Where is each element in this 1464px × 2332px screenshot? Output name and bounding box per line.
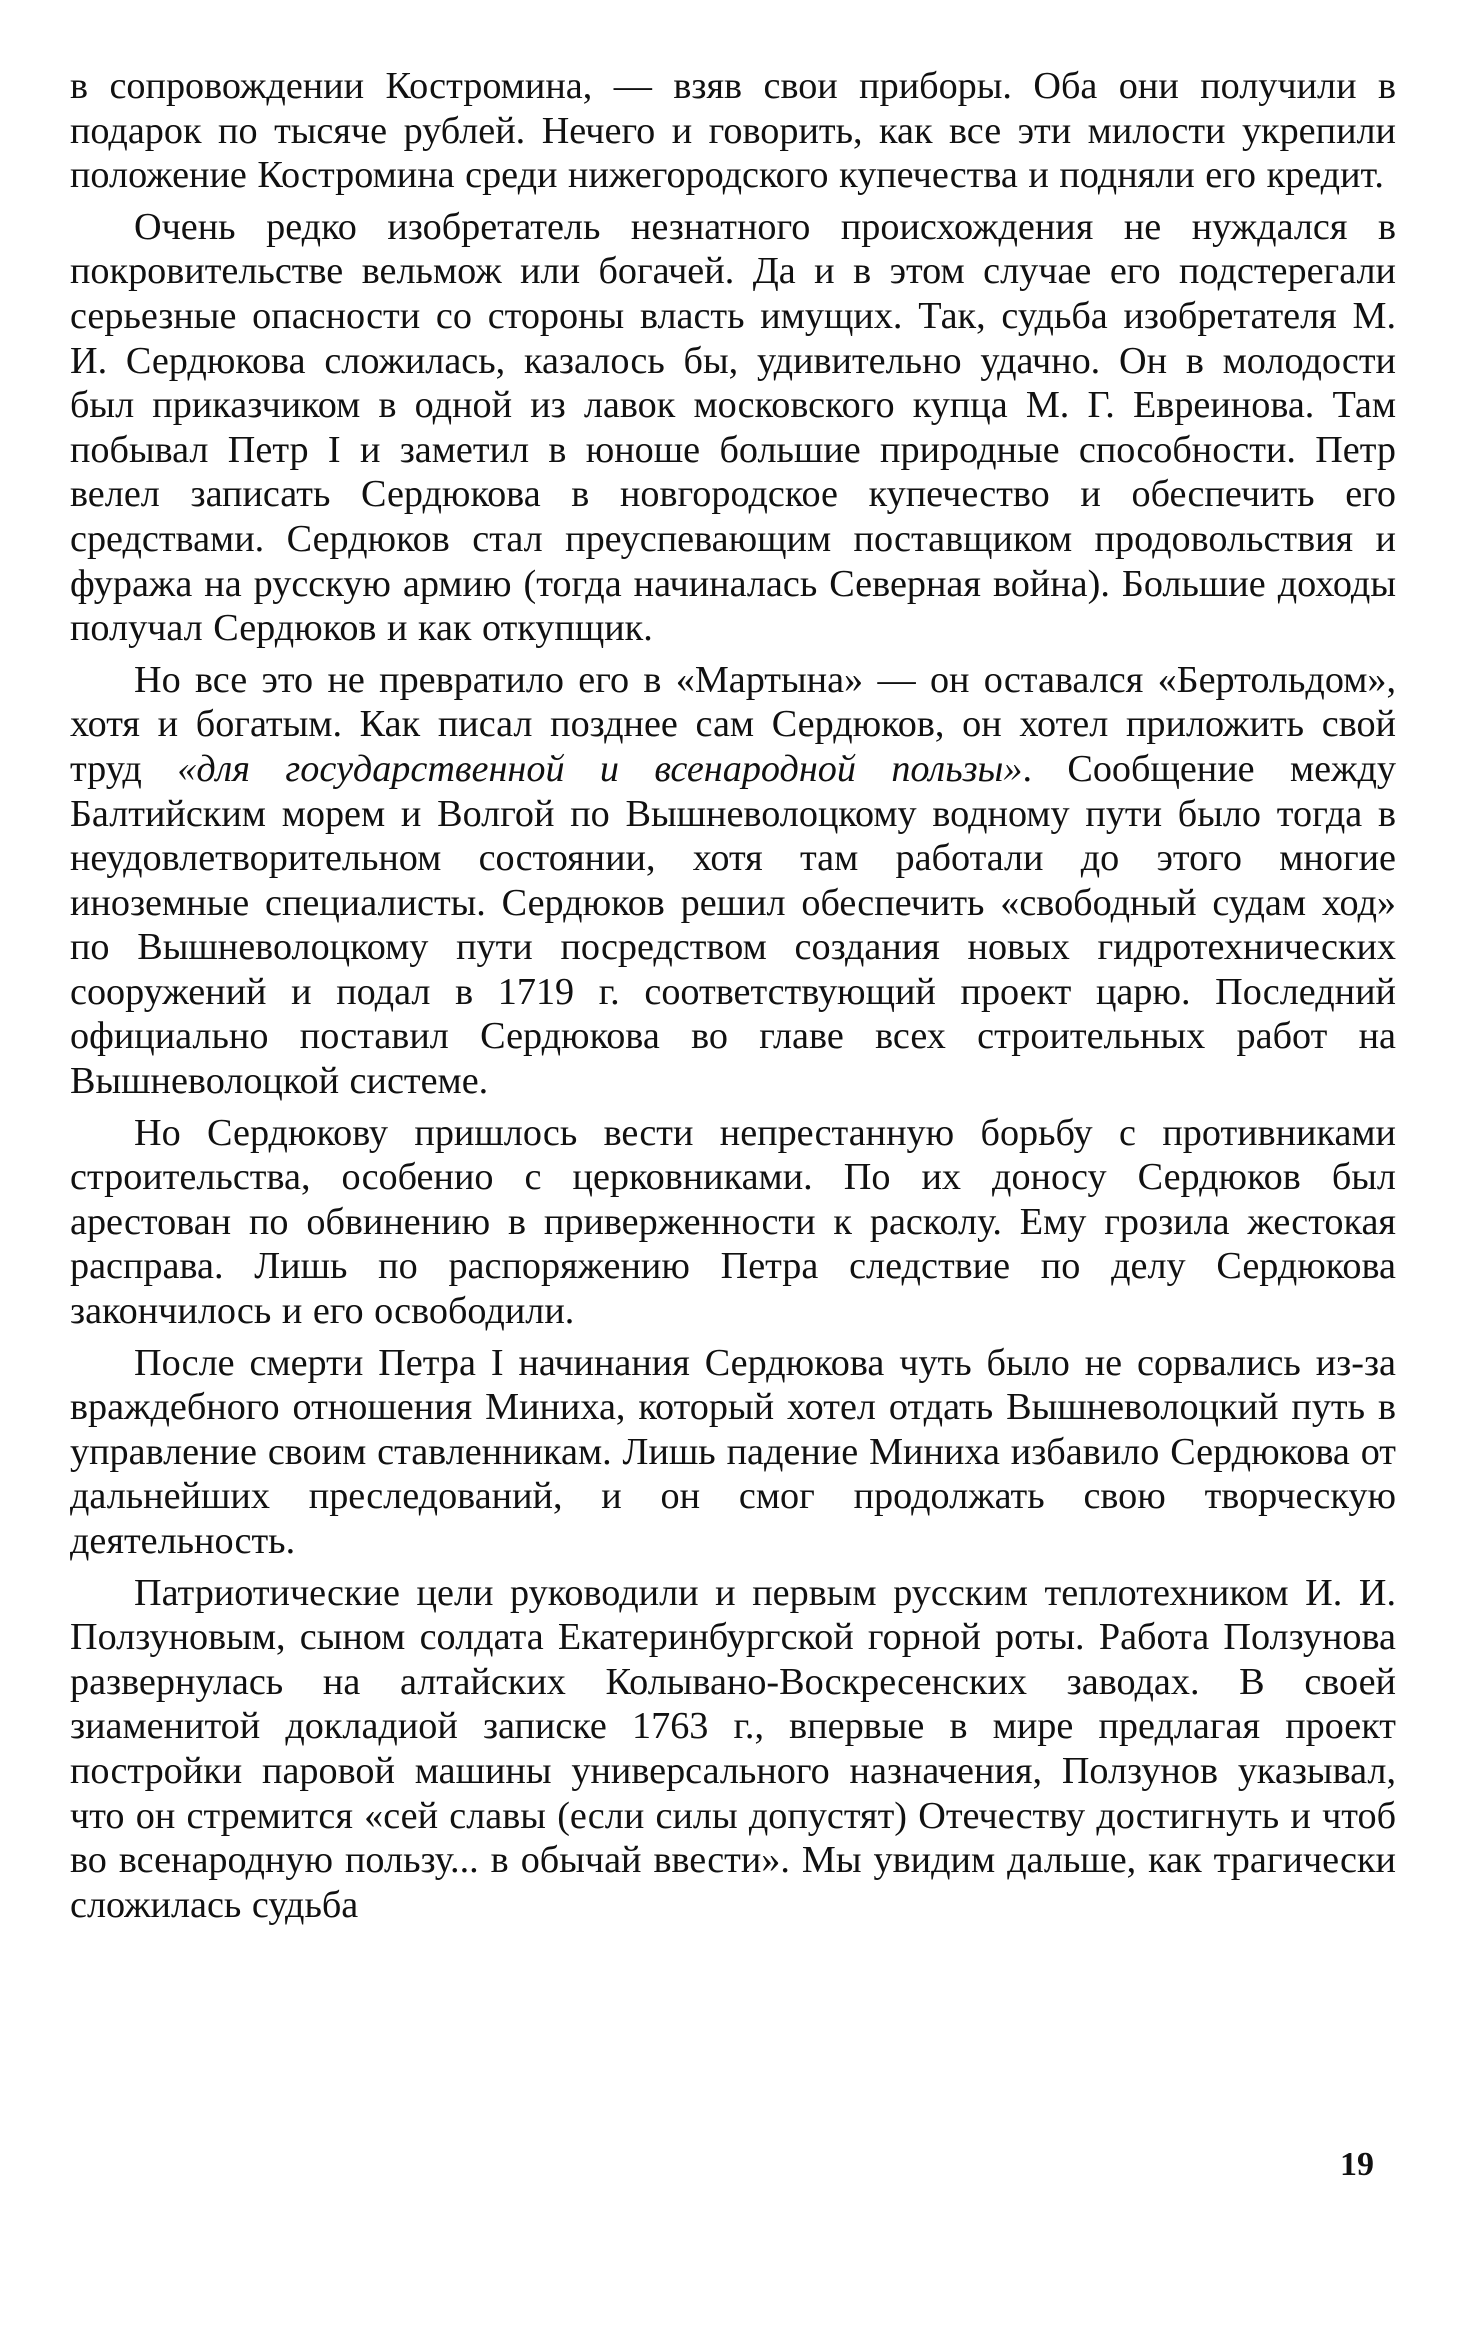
paragraph-3 xyxy=(70,658,1396,1104)
paragraph-1-text: в сопровождении Костромина, — взяв свои приборы. Оба они получили в подарок по тысяче рублей. Нечего и говорить, как все эти милости укрепили положение Костромина среди нижегородского купечества и подняли его кредит. xyxy=(70,65,1396,197)
paragraph-5 xyxy=(70,1341,1396,1564)
page-body xyxy=(70,64,1396,1927)
paragraph-gap xyxy=(70,1104,1396,1111)
paragraph-2 xyxy=(70,205,1396,651)
paragraph-4-text: Но Сердюкову пришлось вести непрестанную борьбу с противниками строительства, особенио с церковниками. По их доносу Сердюков был арестован по обвинению в приверженности к расколу. Ему грозила жестокая расправа. Лишь по распоряжению Петра следствие по делу Сердюкова закончилось и его освободили. xyxy=(70,1111,1396,1333)
paragraph-6-text: Патриотические цели руководили и первым русским теплотехником И. И. Ползуновым, сыном солдата Екатеринбургской горной роты. Работа Ползунова развернулась на алтайских Колывано-Воскресенских заводах. В своей зиаменитой докладиой записке 1763 г., впервые в мире предлагая проект постройки паровой машины универсального назначения, Ползунов указывал, что он стремится «сей славы (если силы допустят) Отечеству достигнуть и чтоб во всенародную пользу... в обычай ввести». Мы увидим дальше, как трагически сложилась судьба xyxy=(70,1571,1396,1926)
paragraph-6 xyxy=(70,1571,1396,1928)
paragraph-4 xyxy=(70,1111,1396,1334)
paragraph-gap xyxy=(70,651,1396,658)
paragraph-3-text-end: . Сообщение между Балтийским морем и Волгой по Вышневолоцкому водному пути было тогда в неудовлетворительном состоянии, хотя там работали до этого многие иноземные специалисты. Сердюков решил обеспечить «свободный судам ход» по Вышневолоцкому пути посредством создания новых гидротехнических сооружений и подал в 1719 г. соответствующий проект царю. Последний официально поставил Сердюкова во главе всех строительных работ на Вышневолоцкой системе. xyxy=(70,747,1396,1103)
page-number: 19 xyxy=(1340,2146,1374,2183)
paragraph-gap xyxy=(70,198,1396,205)
paragraph-gap xyxy=(70,1564,1396,1571)
paragraph-1 xyxy=(70,64,1396,198)
paragraph-3-text-start: Но все это не превратило его в «Мартына» — он оставался «Бертольдом», хотя и богатым. Как писал позднее сам Сердюков, он хотел приложить свой труд xyxy=(70,658,1396,790)
paragraph-gap xyxy=(70,1334,1396,1341)
paragraph-5-text: После смерти Петра I начинания Сердюкова чуть было не сорвались из-за враждебного отношения Миниха, который хотел отдать Вышневолоцкий путь в управление своим ставленникам. Лишь падение Миниха избавило Сердюкова от дальнейших преследований, и он смог продолжать свою творческую деятельность. xyxy=(70,1341,1397,1562)
paragraph-2-text: Очень редко изобретатель незнатного происхождения не нуждался в покровительстве вельмож или богачей. Да и в этом случае его подстерегали серьезные опасности со стороны власть имущих. Так, судьба изобретателя М. И. Сердюкова сложилась, казалось бы, удивительно удачно. Он в молодости был приказчиком в одной из лавок московского купца М. Г. Евреинова. Там побывал Петр I и заметил в юноше большие природные способности. Петр велел записать Сердюкова в новгородское купечество и обеспечить его средствами. Сердюков стал преуспевающим поставщиком продовольствия и фуража на русскую армию (тогда начиналась Северная война). Большие доходы получал Сердюков и как откупщик. xyxy=(70,205,1396,650)
paragraph-3-italic-quote: «для государственной и всенародной пользы» xyxy=(177,747,1023,790)
